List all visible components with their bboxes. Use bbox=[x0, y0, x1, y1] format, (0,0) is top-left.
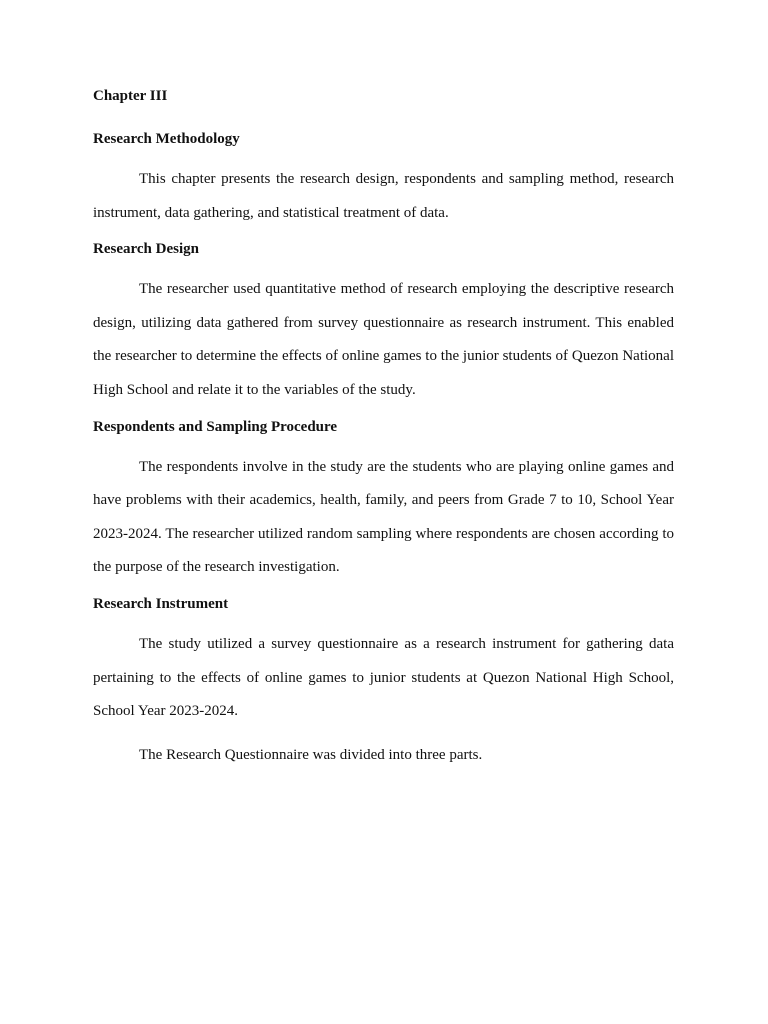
chapter-subtitle: Research Methodology bbox=[93, 131, 240, 147]
section-heading-research-design: Research Design bbox=[93, 241, 199, 258]
paragraph-respondents-sampling: The respondents involve in the study are the students who are playing online games and have problems with their academics, health, family, and peers from Grade 7 to 10, School Year 2023-2024. The researcher utilized random sampling where respondents are chosen according to the purpose of the research investigation. bbox=[93, 458, 674, 576]
section-heading-research-instrument: Research Instrument bbox=[93, 595, 229, 612]
paragraph-questionnaire-parts: The Research Questionnaire was divided into three parts. bbox=[139, 746, 483, 763]
chapter-title: Chapter III bbox=[93, 88, 168, 104]
paragraph-research-instrument: The study utilized a survey questionnaire as a research instrument for gathering data pertaining to the effects of online games to junior students at Quezon National High School, School Year 2023-2024. bbox=[93, 635, 674, 720]
document-body bbox=[93, 86, 674, 772]
section-heading-respondents-sampling: Respondents and Sampling Procedure bbox=[93, 418, 338, 435]
intro-paragraph: This chapter presents the research design, respondents and sampling method, research instrument, data gathering, and statistical treatment of data. bbox=[93, 171, 674, 221]
paragraph-research-design: The researcher used quantitative method of research employing the descriptive research design, utilizing data gathered from survey questionnaire as research instrument. This enabled the researcher to determine the effects of online games to the junior students of Quezon National High School and relate it to the variables of the study. bbox=[93, 281, 674, 398]
